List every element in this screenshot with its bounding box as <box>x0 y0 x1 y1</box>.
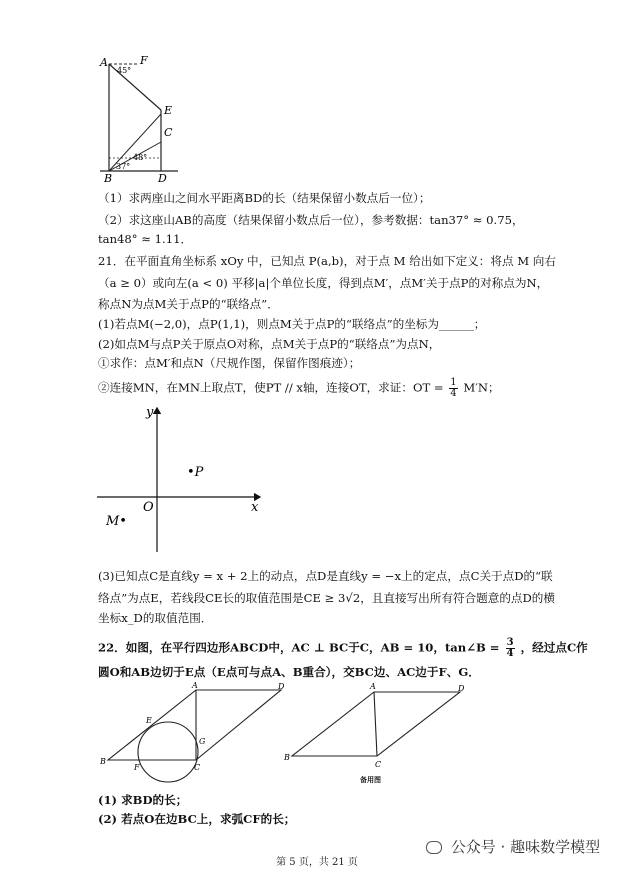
fig-label-G: G <box>199 737 206 746</box>
q21-line7-a: ②连接MN，在MN上取点T，使PT // x轴，连接OT，求证：OT = <box>98 380 444 395</box>
q21-line8: (3)已知点C是直线y = x + 2上的动点，点D是直线y = −x上的定点，点C关于点D的“联 <box>98 569 553 583</box>
label-D: D <box>158 172 167 182</box>
watermark-text: 公众号 · 趣味数学模型 <box>450 838 601 856</box>
q21-line2: （a ≥ 0）或向左(a < 0) 平移|a|个单位长度，得到点M′，点M′关于点P的对称点为N， <box>98 276 549 290</box>
fig-label-D: D <box>278 682 285 691</box>
q21-line5: (2)如点M与点P关于原点O对称，点M关于点P的“联络点”为点N， <box>98 337 441 351</box>
spare-label-B: B <box>284 753 290 762</box>
spare-label-C: C <box>375 760 382 769</box>
fig-label-A: A <box>192 682 198 690</box>
q20-part1: （1）求两座山之间水平距离BD的长（结果保留小数点后一位）； <box>98 191 431 205</box>
fig-label-C: C <box>194 763 201 772</box>
fig-label-B: B <box>100 757 106 766</box>
axis-x-label: x <box>251 500 259 515</box>
fraction-tanB <box>506 638 515 659</box>
page-footer: 第 5 页，共 21 页 <box>276 857 358 868</box>
q20-part2-cont: tan48° ≈ 1.11． <box>98 232 193 246</box>
fig-label-E: E <box>146 716 152 725</box>
fraction-num: 1 <box>450 377 457 388</box>
q21-line7 <box>98 378 500 399</box>
q21-line3: 称点N为点M关于点P的“联络点”． <box>98 297 279 311</box>
spare-label-A: A <box>370 682 376 691</box>
q21-line6: ①求作：点M′和点N（尺规作图，保留作图痕迹）； <box>98 356 361 370</box>
q21-line4: (1)若点M(−2,0)，点P(1,1)，则点M关于点P的“联络点”的坐标为______； <box>98 317 486 331</box>
label-angle45: 45° <box>117 66 132 75</box>
q22-line1 <box>98 638 588 659</box>
label-C: C <box>164 126 173 139</box>
q20-part2: （2）求这座山AB的高度（结果保留小数点后一位），参考数据：tan37° ≈ 0.75， <box>98 213 524 227</box>
label-angle48: 48° <box>133 153 148 162</box>
origin-label: O <box>143 500 154 515</box>
q21-line1: 21．在平面直角坐标系 xOy 中，已知点 P(a,b)，对于点 M 给出如下定义：将点 M 向右 <box>98 254 556 268</box>
q21-line9: 络点”为点E，若线段CE长的取值范围是CE ≥ 3√2，且直接写出所有符合题意的点D的横 <box>98 591 555 605</box>
q22-line1-b: ，经过点C作 <box>520 640 588 655</box>
spare-label-D: D <box>458 684 465 693</box>
q21-line7-b: M′N； <box>463 380 500 395</box>
fig-label-F: F <box>134 763 140 772</box>
q22-part1: (1) 求BD的长； <box>98 793 188 807</box>
q22-line1-a: 22．如图，在平行四边形ABCD中，AC ⊥ BC于C，AB = 10，tan∠B = <box>98 640 500 655</box>
mountain-figure <box>98 52 198 182</box>
point-M: M• <box>106 514 127 529</box>
tanB-den: 4 <box>506 648 514 659</box>
point-P: •P <box>187 465 204 480</box>
q22-line2: 圆O和AB边切于E点（E点可与点A、B重合），交BC边、AC边于F、G． <box>98 665 480 679</box>
fraction-den: 4 <box>450 388 457 399</box>
label-F: F <box>140 54 148 67</box>
label-A: A <box>100 56 108 69</box>
coordinate-figure <box>95 402 270 557</box>
parallelogram-circle-figure <box>98 682 288 784</box>
axis-y-label: y <box>146 405 154 420</box>
label-angle37: 37° <box>116 162 131 171</box>
q21-line10: 坐标x_D的取值范围． <box>98 611 213 625</box>
tanB-num: 3 <box>506 637 514 648</box>
q22-part2: (2) 若点O在边BC上，求弧CF的长； <box>98 812 296 826</box>
fraction-quarter <box>449 378 457 399</box>
label-E: E <box>164 104 173 117</box>
label-B: B <box>104 172 113 182</box>
spare-figure-caption: 备用图 <box>360 775 381 784</box>
spare-parallelogram-figure <box>282 682 472 774</box>
